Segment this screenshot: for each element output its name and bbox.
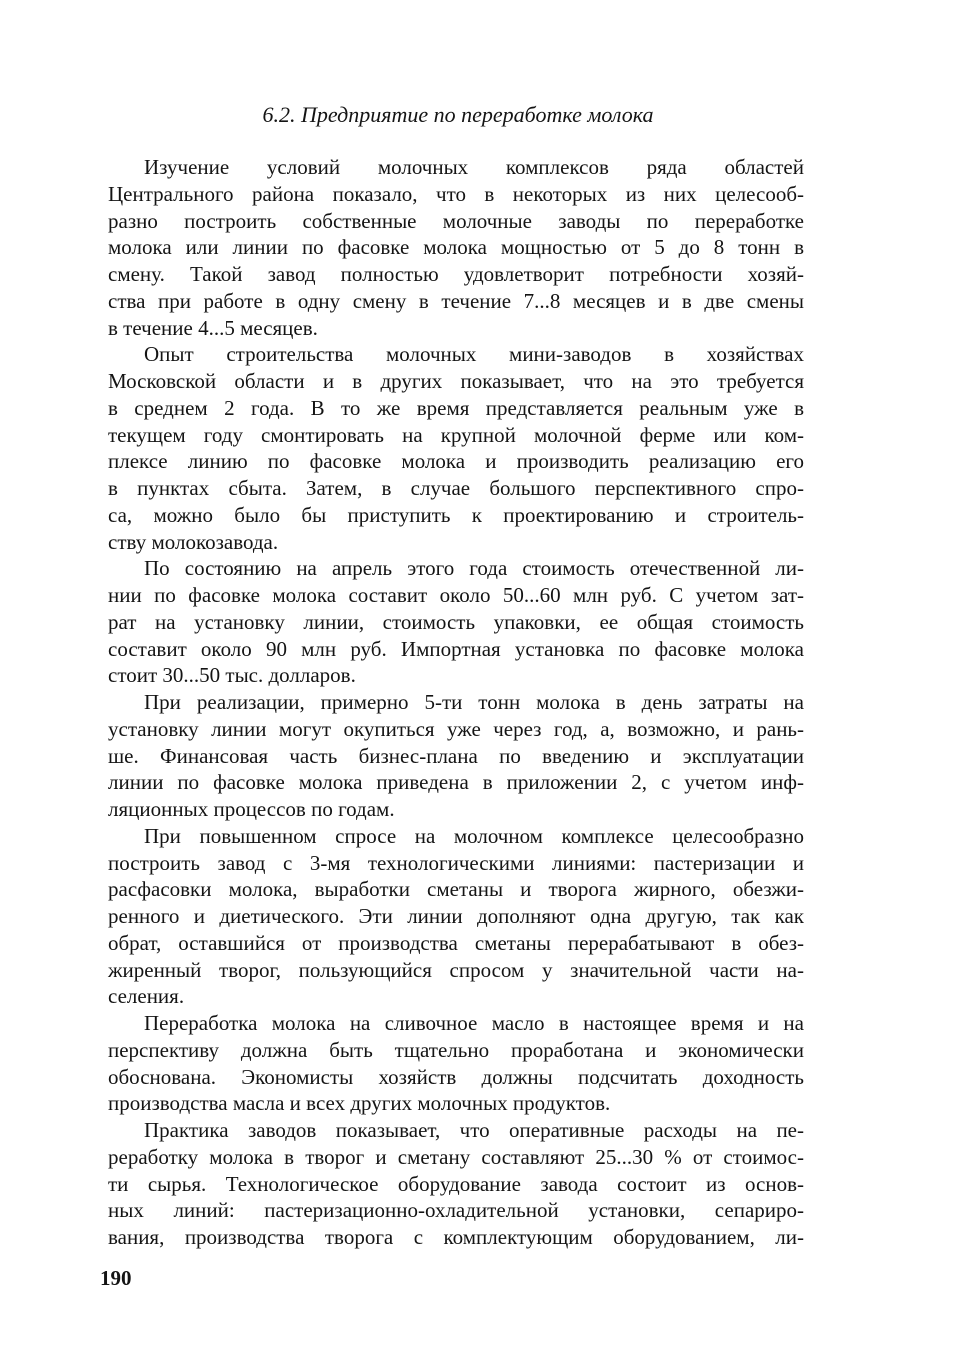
text-line: селения. xyxy=(108,984,185,1009)
text-line: производства масла и всех других молочных продуктов. xyxy=(108,1091,611,1116)
text-line: обоснована. Экономисты хозяйств должны подсчитать доходность xyxy=(108,1064,804,1089)
text-line: ляционных процессов по годам. xyxy=(108,797,395,821)
paragraph xyxy=(108,1117,804,1251)
text-line: в пунктах сбыта. Затем, в случае большого перспективного спро- xyxy=(108,476,804,500)
text-line: ства при работе в одну смену в течение 7...8 месяцев и в две смены xyxy=(108,288,804,313)
paragraph xyxy=(108,1010,804,1117)
text-line: реработку молока в творог и сметану составляют 25...30 % от стоимос- xyxy=(108,1144,804,1169)
text-line: перспективу должна быть тщательно проработана и экономически xyxy=(108,1037,804,1062)
text-line: Опыт строительства молочных мини-заводов в хозяйствах xyxy=(144,342,804,367)
text-line: Практика заводов показывает, что оперативные расходы на пе- xyxy=(144,1118,804,1142)
text-line: Изучение условий молочных комплексов ряда областей xyxy=(144,155,804,179)
paragraph xyxy=(108,823,804,1010)
text-line: ству молокозавода. xyxy=(108,529,279,554)
text-line: в среднем 2 года. В то же время представляется реальным уже в xyxy=(108,395,804,420)
paragraph xyxy=(108,341,804,555)
text-line: составит около 90 млн руб. Импортная установка по фасовке молока xyxy=(108,636,804,661)
text-line: ренного и диетического. Эти линии дополняют одна другую, так как xyxy=(108,904,804,928)
text-line: По состоянию на апрель этого года стоимость отечественной ли- xyxy=(144,556,804,581)
text-line: Переработка молока на сливочное масло в настоящее время и на xyxy=(144,1011,804,1035)
text-line: установку линии могут окупиться уже через год, а, возможно, и рань- xyxy=(108,716,804,741)
text-line: Центрального района показало, что в некоторых из них целесооб- xyxy=(108,181,804,206)
text-line: вания, производства творога с комплектующим оборудованием, ли- xyxy=(108,1225,804,1249)
body-text xyxy=(108,154,804,1251)
text-line: расфасовки молока, выработки сметаны и творога жирного, обезжи- xyxy=(108,877,804,902)
text-line: линии по фасовке молока приведена в приложении 2, с учетом инф- xyxy=(108,770,804,795)
text-line: молока или линии по фасовке молока мощностью от 5 до 8 тонн в xyxy=(108,235,804,260)
text-line: жиренный творог, пользующийся спросом у значительной части на- xyxy=(108,957,804,982)
paragraph xyxy=(108,555,804,689)
text-line: смену. Такой завод полностью удовлетворит потребности хозяй- xyxy=(108,262,804,286)
text-line: Московской области и в других показывает, что на это требуется xyxy=(108,369,804,393)
text-line: текущем году смонтировать на крупной молочной ферме или ком- xyxy=(108,422,804,447)
text-line: При повышенном спросе на молочном комплексе целесообразно xyxy=(144,823,804,848)
text-line: ных линий: пастеризационно-охладительной установки, сепариро- xyxy=(108,1198,804,1223)
text-line: са, можно было бы приступить к проектированию и строитель- xyxy=(108,502,804,527)
section-heading: 6.2. Предприятие по переработке молока xyxy=(262,102,654,127)
text-line: плексе линию по фасовке молока и производить реализацию его xyxy=(108,449,804,474)
text-line: разно построить собственные молочные заводы по переработке xyxy=(108,208,804,233)
text-line: построить завод с 3-мя технологическими линиями: пастеризации и xyxy=(108,850,804,875)
paragraph xyxy=(108,689,804,823)
text-line: ше. Финансовая часть бизнес-плана по введению и эксплуатации xyxy=(108,743,804,768)
page-number: 190 xyxy=(100,1266,132,1290)
text-line: нии по фасовке молока составит около 50...60 млн руб. С учетом зат- xyxy=(108,583,804,607)
text-line: стоит 30...50 тыс. долларов. xyxy=(108,663,356,688)
text-line: в течение 4...5 месяцев. xyxy=(108,315,318,340)
text-line: рат на установку линии, стоимость упаковки, ее общая стоимость xyxy=(108,609,804,634)
text-line: ти сырья. Технологическое оборудование завода состоит из основ- xyxy=(108,1171,804,1196)
paragraph xyxy=(108,154,804,341)
text-line: обрат, оставшийся от производства сметаны перерабатывают в обез- xyxy=(108,930,804,955)
text-line: При реализации, примерно 5-ти тонн молока в день затраты на xyxy=(144,690,804,714)
